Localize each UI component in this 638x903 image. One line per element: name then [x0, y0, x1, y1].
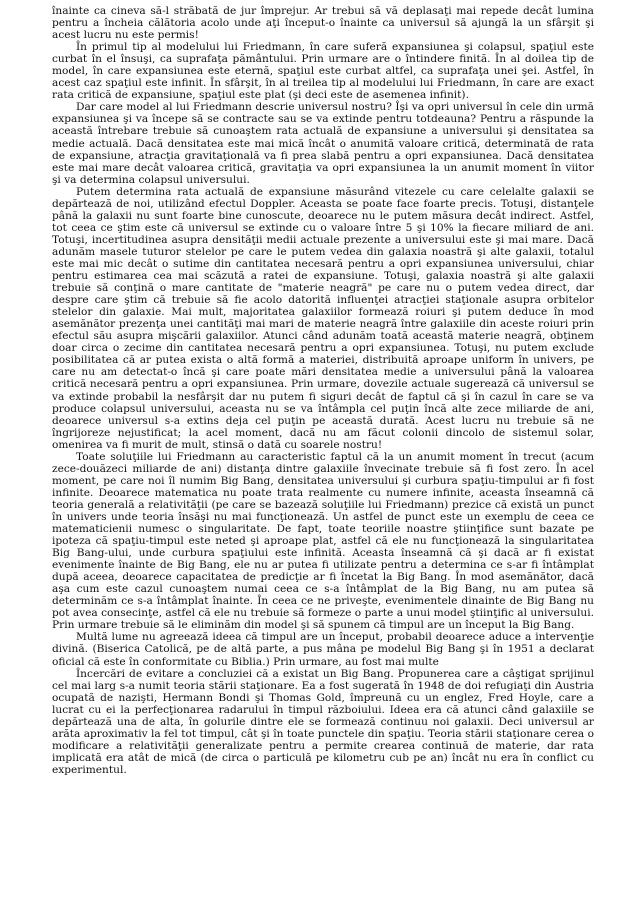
paragraph-1: înainte ca cineva să-l străbată de jur împrejur. Ar trebui să vă deplasaţi mai repede decât lumina pentru a încheia călătoria acolo unde aţi început-o înainte ca universul să ajungă la un sfârşit şi acest lucru nu este permis!	[52, 5, 594, 42]
paragraph-6: Multă lume nu agreează ideea că timpul are un început, probabil deoarece aduce a intervenţie divină. (Biserica Catolică, pe de altă parte, a pus mâna pe modelul Big Bang şi în 1951 a declarat oficial că este în conformitate cu Biblia.) Prin urmare, au fost mai multe	[52, 631, 594, 668]
paragraph-4: Putem determina rata actuală de expansiune măsurând vitezele cu care celelalte galaxii se depărtează de noi, utilizând efectul Doppler. Aceasta se poate face foarte precis. Totuşi, distanţele până la galaxii nu sunt foarte bine cunoscute, deoarece nu le putem măsura decât indirect. Astfel, tot ceea ce ştim este că universul se extinde cu o valoare între 5 şi 10% la fiecare miliard de ani. Totuşi, incertitudinea asupra densităţii medii actuale prezente a universului este şi mai mare. Dacă adunăm masele tuturor stelelor pe care le putem vedea din galaxia noastră şi alte galaxii, totalul este mai mic decât o sutime din cantitatea necesară pentru a opri expansiunea universului, chiar pentru estimarea cea mai scăzută a ratei de expansiune. Totuşi, galaxia noastră şi alte galaxii trebuie să conţină o mare cantitate de "materie neagră" pe care nu o putem vedea direct, dar despre care ştim că trebuie să fie acolo datorită influenţei atracţiei staţionale asupra orbitelor stelelor din galaxie. Mai mult, majoritatea galaxiilor formează roiuri şi putem deduce în mod asemănător prezenţa unei cantităţi mai mari de materie neagră între galaxiile din aceste roiuri prin efectul său asupra mişcării galaxiilor. Atunci când adunăm toată această materie neagră, obţinem doar circa o zecime din cantitatea necesară pentru a opri expansiunea. Totuşi, nu putem exclude posibilitatea că ar putea exista o altă formă a materiei, distribuită aproape uniform în univers, pe care nu am detectat-o încă şi care poate mări densitatea medie a universului până la valoarea critică necesară pentru a opri expansiunea. Prin urmare, dovezile actuale sugerează că universul se va extinde probabil la nesfârşit dar nu putem fi siguri decât de faptul că şi în cazul în care se va produce colapsul universului, aceasta nu se va întâmpla cel puţin încă alte zece miliarde de ani, deoarece universul s-a extins deja cel puţin pe această durată. Acest lucru nu trebuie să ne îngrijoreze nejustificat; la acel moment, dacă nu am făcut colonii dincolo de sistemul solar, omenirea va fi murit de mult, stinsă o dată cu soarele nostru!	[52, 185, 594, 451]
paragraph-3: Dar care model al lui Friedmann descrie universul nostru? Îşi va opri universul în cele din urmă expansiunea şi va începe să se contracte sau se va extinde pentru totdeauna? Pentru a răspunde la această întrebare trebuie să cunoaştem rata actuală de expansiune a universului şi densitatea sa medie actuală. Dacă densitatea este mai mică încât o anumită valoare critică, determinată de rata de expansiune, atracţia gravitaţională va fi prea slabă pentru a opri expansiunea. Dacă densitatea este mai mare decât valoarea critică, gravitaţia va opri expansiunea la un anumit moment în viitor şi va determina colapsul universului.	[52, 101, 594, 186]
paragraph-5: Toate soluţiile lui Friedmann au caracteristic faptul că la un anumit moment în trecut (acum zece-douăzeci miliarde de ani) distanţa dintre galaxiile învecinate trebuie să fi fost zero. În acel moment, pe care noi îl numim Big Bang, densitatea universului şi curbura spaţiu-timpului ar fi fost infinite. Deoarece matematica nu poate trata realmente cu numere infinite, aceasta înseamnă că teoria generală a relativităţii (pe care se bazează soluţiile lui Friedmann) prezice că există un punct în univers unde teoria însăşi nu mai funcţionează. Un astfel de punct este un exemplu de ceea ce matematicienii numesc o singularitate. De fapt, toate teoriile noastre ştiinţifice sunt bazate pe ipoteza că spaţiu-timpul este neted şi aproape plat, astfel că ele nu funcţionează la singularitatea Big Bang-ului, unde curbura spaţiului este infinită. Aceasta înseamnă că şi dacă ar fi existat evenimente înainte de Big Bang, ele nu ar putea fi utilizate pentru a determina ce s-ar fi întâmplat după aceea, deoarece capacitatea de predicţie ar fi încetat la Big Bang. În mod asemănător, dacă aşa cum este cazul cunoaştem numai ceea ce s-a întâmplat de la Big Bang, nu am putea să determinăm ce s-a întâmplat înainte. În ceea ce ne priveşte, evenimentele dinainte de Big Bang nu pot avea consecinţe, astfel că ele nu trebuie să formeze o parte a unui model ştiinţific al universului. Prin urmare trebuie să le eliminăm din model şi să spunem că timpul are un început la Big Bang.	[52, 450, 594, 632]
paragraph-2: În primul tip al modelului lui Friedmann, în care suferă expansiunea şi colapsul, spaţiul este curbat în el însuşi, ca suprafaţa pământului. Prin urmare are o întindere finită. În al doilea tip de model, în care expansiunea este eternă, spaţiul este curbat altfel, ca suprafaţa unei şei. Astfel, în acest caz spaţiul este infinit. În sfârşit, în al treilea tip al modelului lui Friedmann, în care are exact rata critică de expansiune, spaţiul este plat (şi deci este de asemenea infinit).	[52, 41, 594, 102]
paragraph-7: Încercări de evitare a concluziei că a existat un Big Bang. Propunerea care a câştigat sprijinul cel mai larg s-a numit teoria stării staţionare. Ea a fost sugerată în 1948 de doi refugiaţi din Austria ocupată de nazişti, Hermann Bondi şi Thomas Gold, împreună cu un englez, Fred Hoyle, care a lucrat cu ei la perfecţionarea radarului în timpul războiului. Ideea era că atunci când galaxiile se depărtează una de alta, în golurile dintre ele se formează continuu noi galaxii. Deci universul ar arăta aproximativ la fel tot timpul, cât şi în toate punctele din spaţiu. Teoria stării staţionare cerea o modificare a relativităţii generalizate pentru a permite crearea continuă de materie, dar rata implicată era atât de mică (de circa o particulă pe kilometru cub pe an) încât nu era în conflict cu experimentul.	[52, 667, 594, 776]
